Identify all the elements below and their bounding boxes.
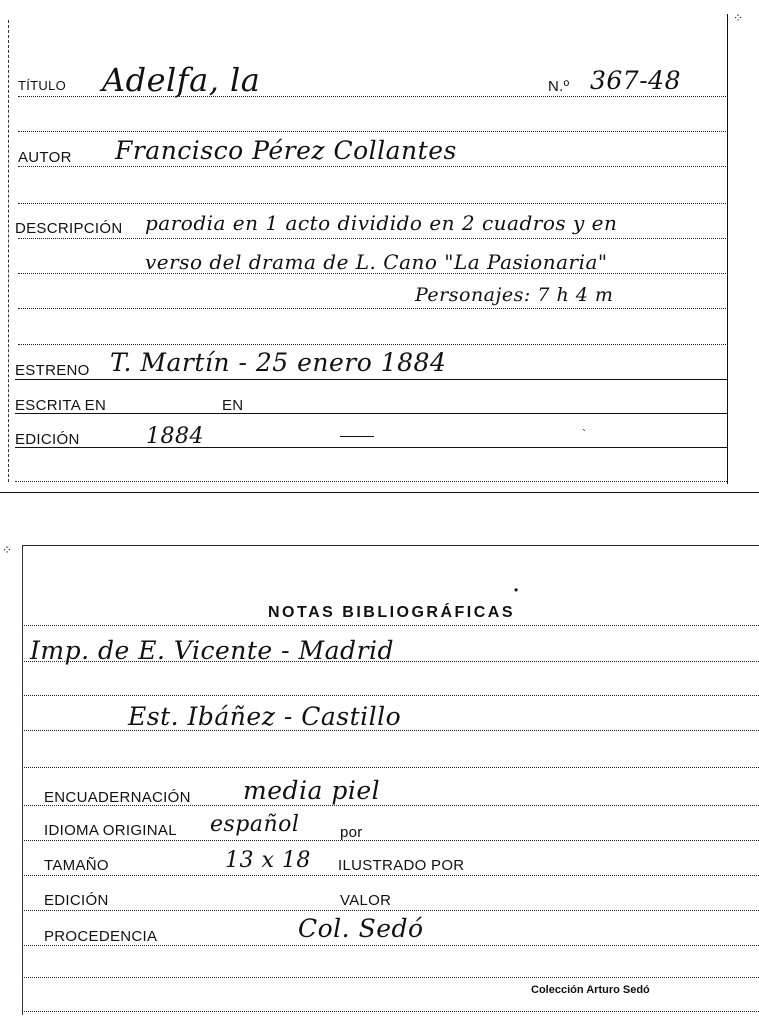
rule-b5	[22, 767, 759, 768]
card-left-edge	[8, 20, 9, 482]
notes-line-2: Est. Ibáñez - Castillo	[128, 702, 402, 731]
rule-escrita	[15, 413, 727, 414]
card-bottom-edge	[0, 492, 759, 493]
edicion-value: 1884	[146, 424, 204, 449]
ilustrado-label: ILUSTRADO POR	[338, 857, 465, 874]
edicion2-label: EDICIÓN	[44, 892, 109, 909]
descripcion-line-2: verso del drama de L. Cano "La Pasionaria"	[145, 250, 608, 274]
notas-heading: NOTAS BIBLIOGRÁFICAS	[268, 604, 516, 621]
procedencia-label: PROCEDENCIA	[44, 928, 158, 945]
tamano-value: 13 x 18	[225, 848, 311, 873]
encuadernacion-label: ENCUADERNACIÓN	[44, 789, 191, 806]
rule-b6	[22, 805, 759, 806]
tamano-label: TAMAÑO	[44, 857, 109, 874]
autor-value: Francisco Pérez Collantes	[115, 136, 457, 165]
rule-b4	[22, 730, 759, 731]
rule-estreno	[15, 379, 727, 380]
pen-stroke	[340, 436, 374, 437]
idioma-label: IDIOMA ORIGINAL	[44, 822, 177, 839]
rule-b10	[22, 945, 759, 946]
idioma-value: español	[210, 812, 300, 837]
ink-dot: •	[514, 583, 519, 597]
rule-7	[18, 308, 726, 309]
estreno-label: ESTRENO	[15, 362, 90, 379]
escrita-en-label: ESCRITA EN	[15, 397, 107, 414]
rule-b12	[22, 1011, 759, 1012]
corner-speck-2: ⁘	[2, 543, 13, 557]
rule-2	[18, 131, 726, 132]
autor-label: AUTOR	[18, 149, 72, 166]
card-top-edge	[22, 545, 759, 546]
rule-edicion	[15, 447, 727, 448]
rule-6	[18, 273, 726, 274]
rule-8	[18, 344, 726, 345]
notes-line-1: Imp. de E. Vicente - Madrid	[30, 636, 395, 665]
card-right-edge	[727, 14, 728, 484]
rule-b8	[22, 875, 759, 876]
descripcion-line-3: Personajes: 7 h 4 m	[415, 284, 614, 306]
rule-b11	[22, 977, 759, 978]
numero-value: 367-48	[590, 66, 681, 95]
estreno-value: T. Martín - 25 enero 1884	[110, 348, 447, 377]
rule-b9	[22, 910, 759, 911]
rule-1	[18, 96, 726, 97]
escrita-en-en-label: EN	[222, 397, 244, 414]
ink-speck: `	[582, 427, 586, 441]
descripcion-label: DESCRIPCIÓN	[15, 220, 123, 237]
procedencia-value: Col. Sedó	[298, 914, 424, 943]
descripcion-line-1: parodia en 1 acto dividido en 2 cuadros y en	[145, 211, 618, 235]
encuadernacion-value: media piel	[243, 776, 381, 805]
rule-3	[18, 166, 726, 167]
numero-label: N.º	[548, 78, 570, 95]
rule-b1	[22, 625, 759, 626]
titulo-label: TÍTULO	[18, 78, 67, 93]
edicion-label: EDICIÓN	[15, 431, 80, 448]
valor-label: VALOR	[340, 892, 392, 909]
rule-b3	[22, 695, 759, 696]
por-label: por	[340, 824, 363, 841]
rule-9	[15, 481, 727, 482]
catalog-card-top	[0, 0, 759, 495]
rule-b2	[22, 661, 759, 662]
rule-5	[18, 238, 726, 239]
catalog-card-bottom	[0, 540, 759, 1028]
collection-credit: Colección Arturo Sedó	[531, 984, 650, 996]
rule-b7	[22, 840, 759, 841]
rule-4	[18, 203, 726, 204]
corner-speck: ⁘	[733, 11, 744, 25]
titulo-value: Adelfa, la	[102, 61, 261, 99]
